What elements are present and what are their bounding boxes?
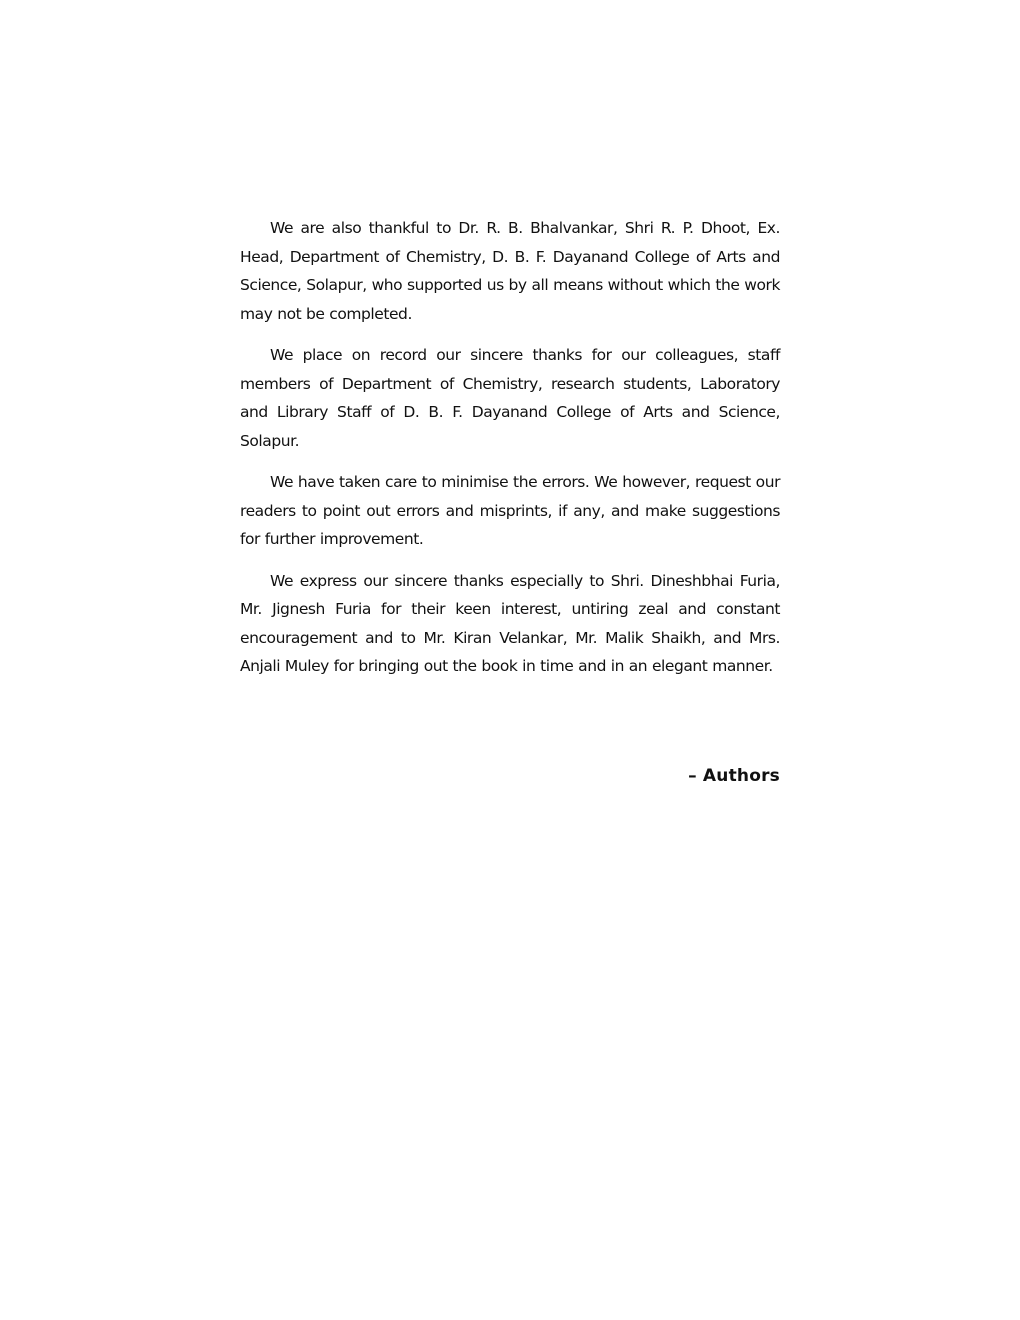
authors-signature: – Authors xyxy=(688,766,780,786)
paragraph-errors-request: We have taken care to minimise the errors. We however, request our readers to point out errors and misprints, if any, and make suggestions for further improvement. xyxy=(240,473,780,548)
paragraph-thanks-bhalvankar-dhoot: We are also thankful to Dr. R. B. Bhalvankar, Shri R. P. Dhoot, Ex. Head, Department of Chemistry, D. B. F. Dayanand College of Arts and Science, Solapur, who supported us by all means without which the work may not be completed. xyxy=(240,219,780,323)
paragraph-thanks-colleagues-staff: We place on record our sincere thanks for our colleagues, staff members of Department of Chemistry, research students, Laboratory and Library Staff of D. B. F. Dayanand College of Arts and Science, Solapur. xyxy=(240,346,780,450)
paragraph-thanks-publishers: We express our sincere thanks especially to Shri. Dineshbhai Furia, Mr. Jignesh Furia for their keen interest, untiring zeal and constant encouragement and to Mr. Kiran Velankar, Mr. Malik Shaikh, and Mrs. Anjali Muley for bringing out the book in time and in an elegant manner. xyxy=(240,571,780,675)
acknowledgement-body xyxy=(240,214,780,694)
